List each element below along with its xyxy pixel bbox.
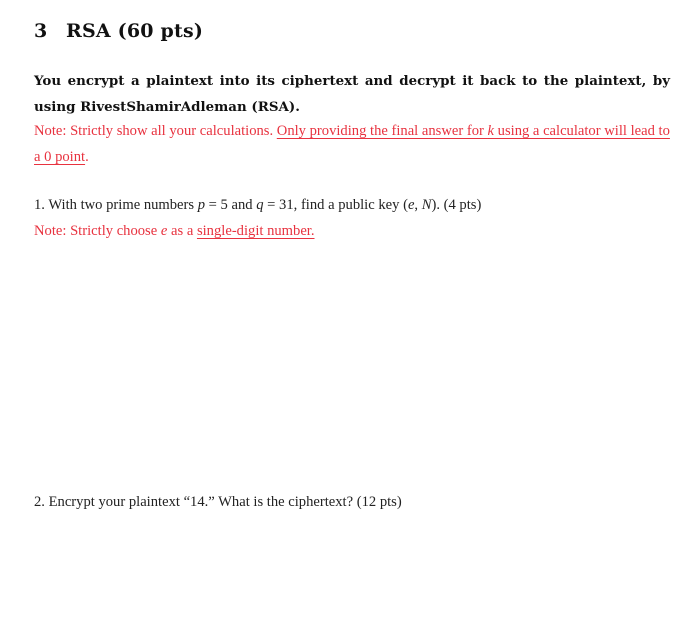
note2-prefix: Note: Strictly choose: [34, 223, 161, 239]
note2-var-e: e: [160, 223, 168, 239]
note1-var-k: k: [487, 123, 495, 139]
note2-mid: as a: [167, 223, 197, 239]
question-1-text-a: With two prime numbers: [48, 197, 198, 213]
note1-suffix: .: [85, 149, 89, 165]
calculation-note: [34, 118, 674, 170]
question-1-eq-q: = 31, find a public key (: [263, 197, 408, 213]
note1-prefix: Note: Strictly show all your calculations.: [34, 123, 277, 139]
section-heading: [34, 20, 203, 42]
question-1-comma: ,: [414, 197, 422, 213]
question-2-text: Encrypt your plaintext “14.” What is the ciphertext? (12 pts): [48, 494, 402, 510]
question-1: [34, 195, 481, 215]
question-1-number: 1.: [34, 197, 45, 213]
note2-underlined: single-digit number.: [196, 223, 315, 239]
var-N: N: [421, 197, 432, 213]
note1-underlined-b: using a calculator will lead to a 0 point: [34, 123, 670, 165]
var-e: e: [407, 197, 415, 213]
single-digit-note: [34, 218, 674, 244]
section-title: RSA (60 pts): [66, 20, 204, 42]
question-2: [34, 492, 402, 512]
note1-underlined-a: Only providing the final answer for: [276, 123, 488, 139]
question-1-eq-p: = 5 and: [205, 197, 257, 213]
section-number: 3: [34, 20, 48, 42]
question-2-number: 2.: [34, 494, 45, 510]
intro-paragraph: You encrypt a plaintext into its ciphertext and decrypt it back to the plaintext, by using RivestShamirAdleman (RSA).: [34, 73, 670, 115]
question-1-text-b: ). (4 pts): [431, 197, 482, 213]
var-q: q: [256, 197, 264, 213]
var-p: p: [197, 197, 206, 213]
